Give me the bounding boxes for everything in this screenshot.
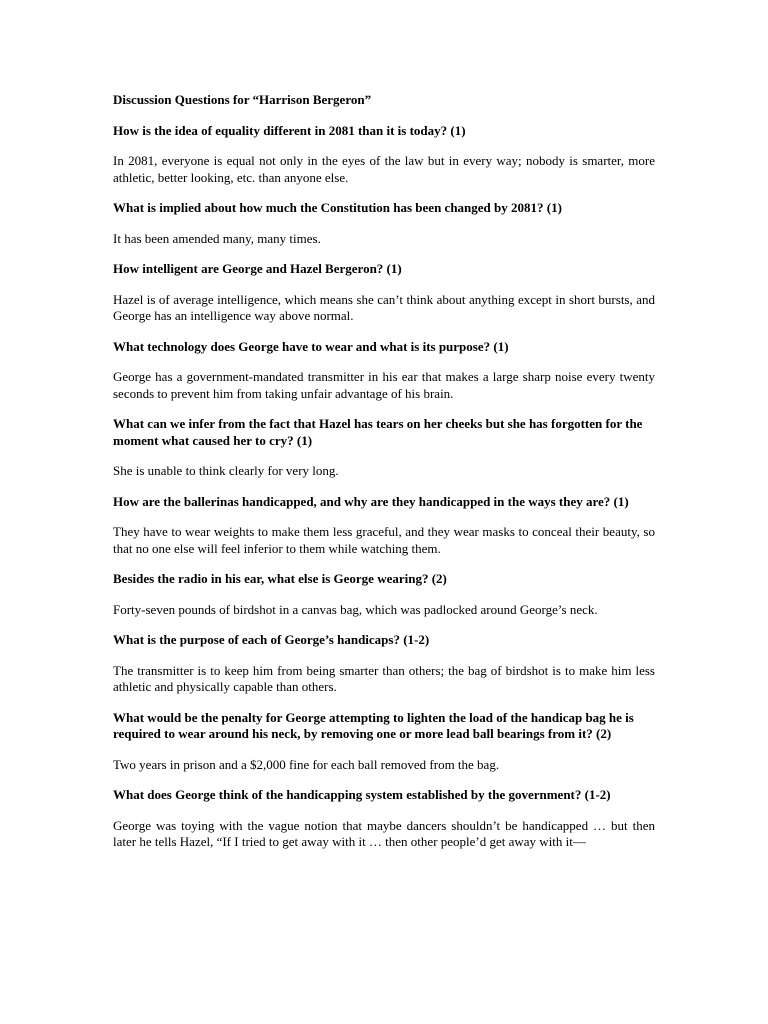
answer-9: Two years in prison and a $2,000 fine for each ball removed from the bag. (113, 756, 500, 772)
question-6: How are the ballerinas handicapped, and why are they handicapped in the ways they are? (1) (113, 493, 629, 509)
document-body (113, 92, 655, 865)
question-3: How intelligent are George and Hazel Bergeron? (1) (113, 261, 402, 276)
question-7: Besides the radio in his ear, what else is George wearing? (2) (113, 571, 447, 586)
answer-6: They have to wear weights to make them less graceful, and they wear masks to conceal their beauty, so that no one else will feel inferior to them while watching them. (113, 524, 655, 556)
question-10: What does George think of the handicapping system established by the government? (1-2) (113, 787, 611, 802)
answer-5: She is unable to think clearly for very long. (113, 463, 339, 478)
answer-10: George was toying with the vague notion that maybe dancers shouldn’t be handicapped … but then later he tells Hazel, “If I tried to get away with it … then other people’d get away with it— (113, 817, 655, 849)
answer-7: Forty-seven pounds of birdshot in a canvas bag, which was padlocked around George’s neck. (113, 601, 598, 617)
answer-1: In 2081, everyone is equal not only in the eyes of the law but in every way; nobody is smarter, more athletic, better looking, etc. than anyone else. (113, 153, 655, 185)
question-1: How is the idea of equality different in 2081 than it is today? (1) (113, 122, 466, 138)
question-4: What technology does George have to wear and what is its purpose? (1) (113, 338, 509, 354)
answer-2: It has been amended many, many times. (113, 230, 321, 246)
answer-3: Hazel is of average intelligence, which means she can’t think about anything except in short bursts, and George has an intelligence way above normal. (113, 291, 655, 323)
question-9: What would be the penalty for George attempting to lighten the load of the handicap bag he is required to wear around his neck, by removing one or more lead ball bearings from it? (2) (113, 709, 634, 741)
answer-8: The transmitter is to keep him from being smarter than others; the bag of birdshot is to make him less athletic and physically capable than others. (113, 662, 655, 694)
question-2: What is implied about how much the Constitution has been changed by 2081? (1) (113, 200, 562, 215)
question-8: What is the purpose of each of George’s handicaps? (1-2) (113, 632, 430, 647)
answer-4: George has a government-mandated transmitter in his ear that makes a large sharp noise every twenty seconds to prevent him from taking unfair advantage of his brain. (113, 369, 655, 401)
document-title: Discussion Questions for “Harrison Bergeron” (113, 92, 372, 107)
question-5: What can we infer from the fact that Hazel has tears on her cheeks but she has forgotten for the moment what caused her to cry? (1) (113, 416, 643, 448)
